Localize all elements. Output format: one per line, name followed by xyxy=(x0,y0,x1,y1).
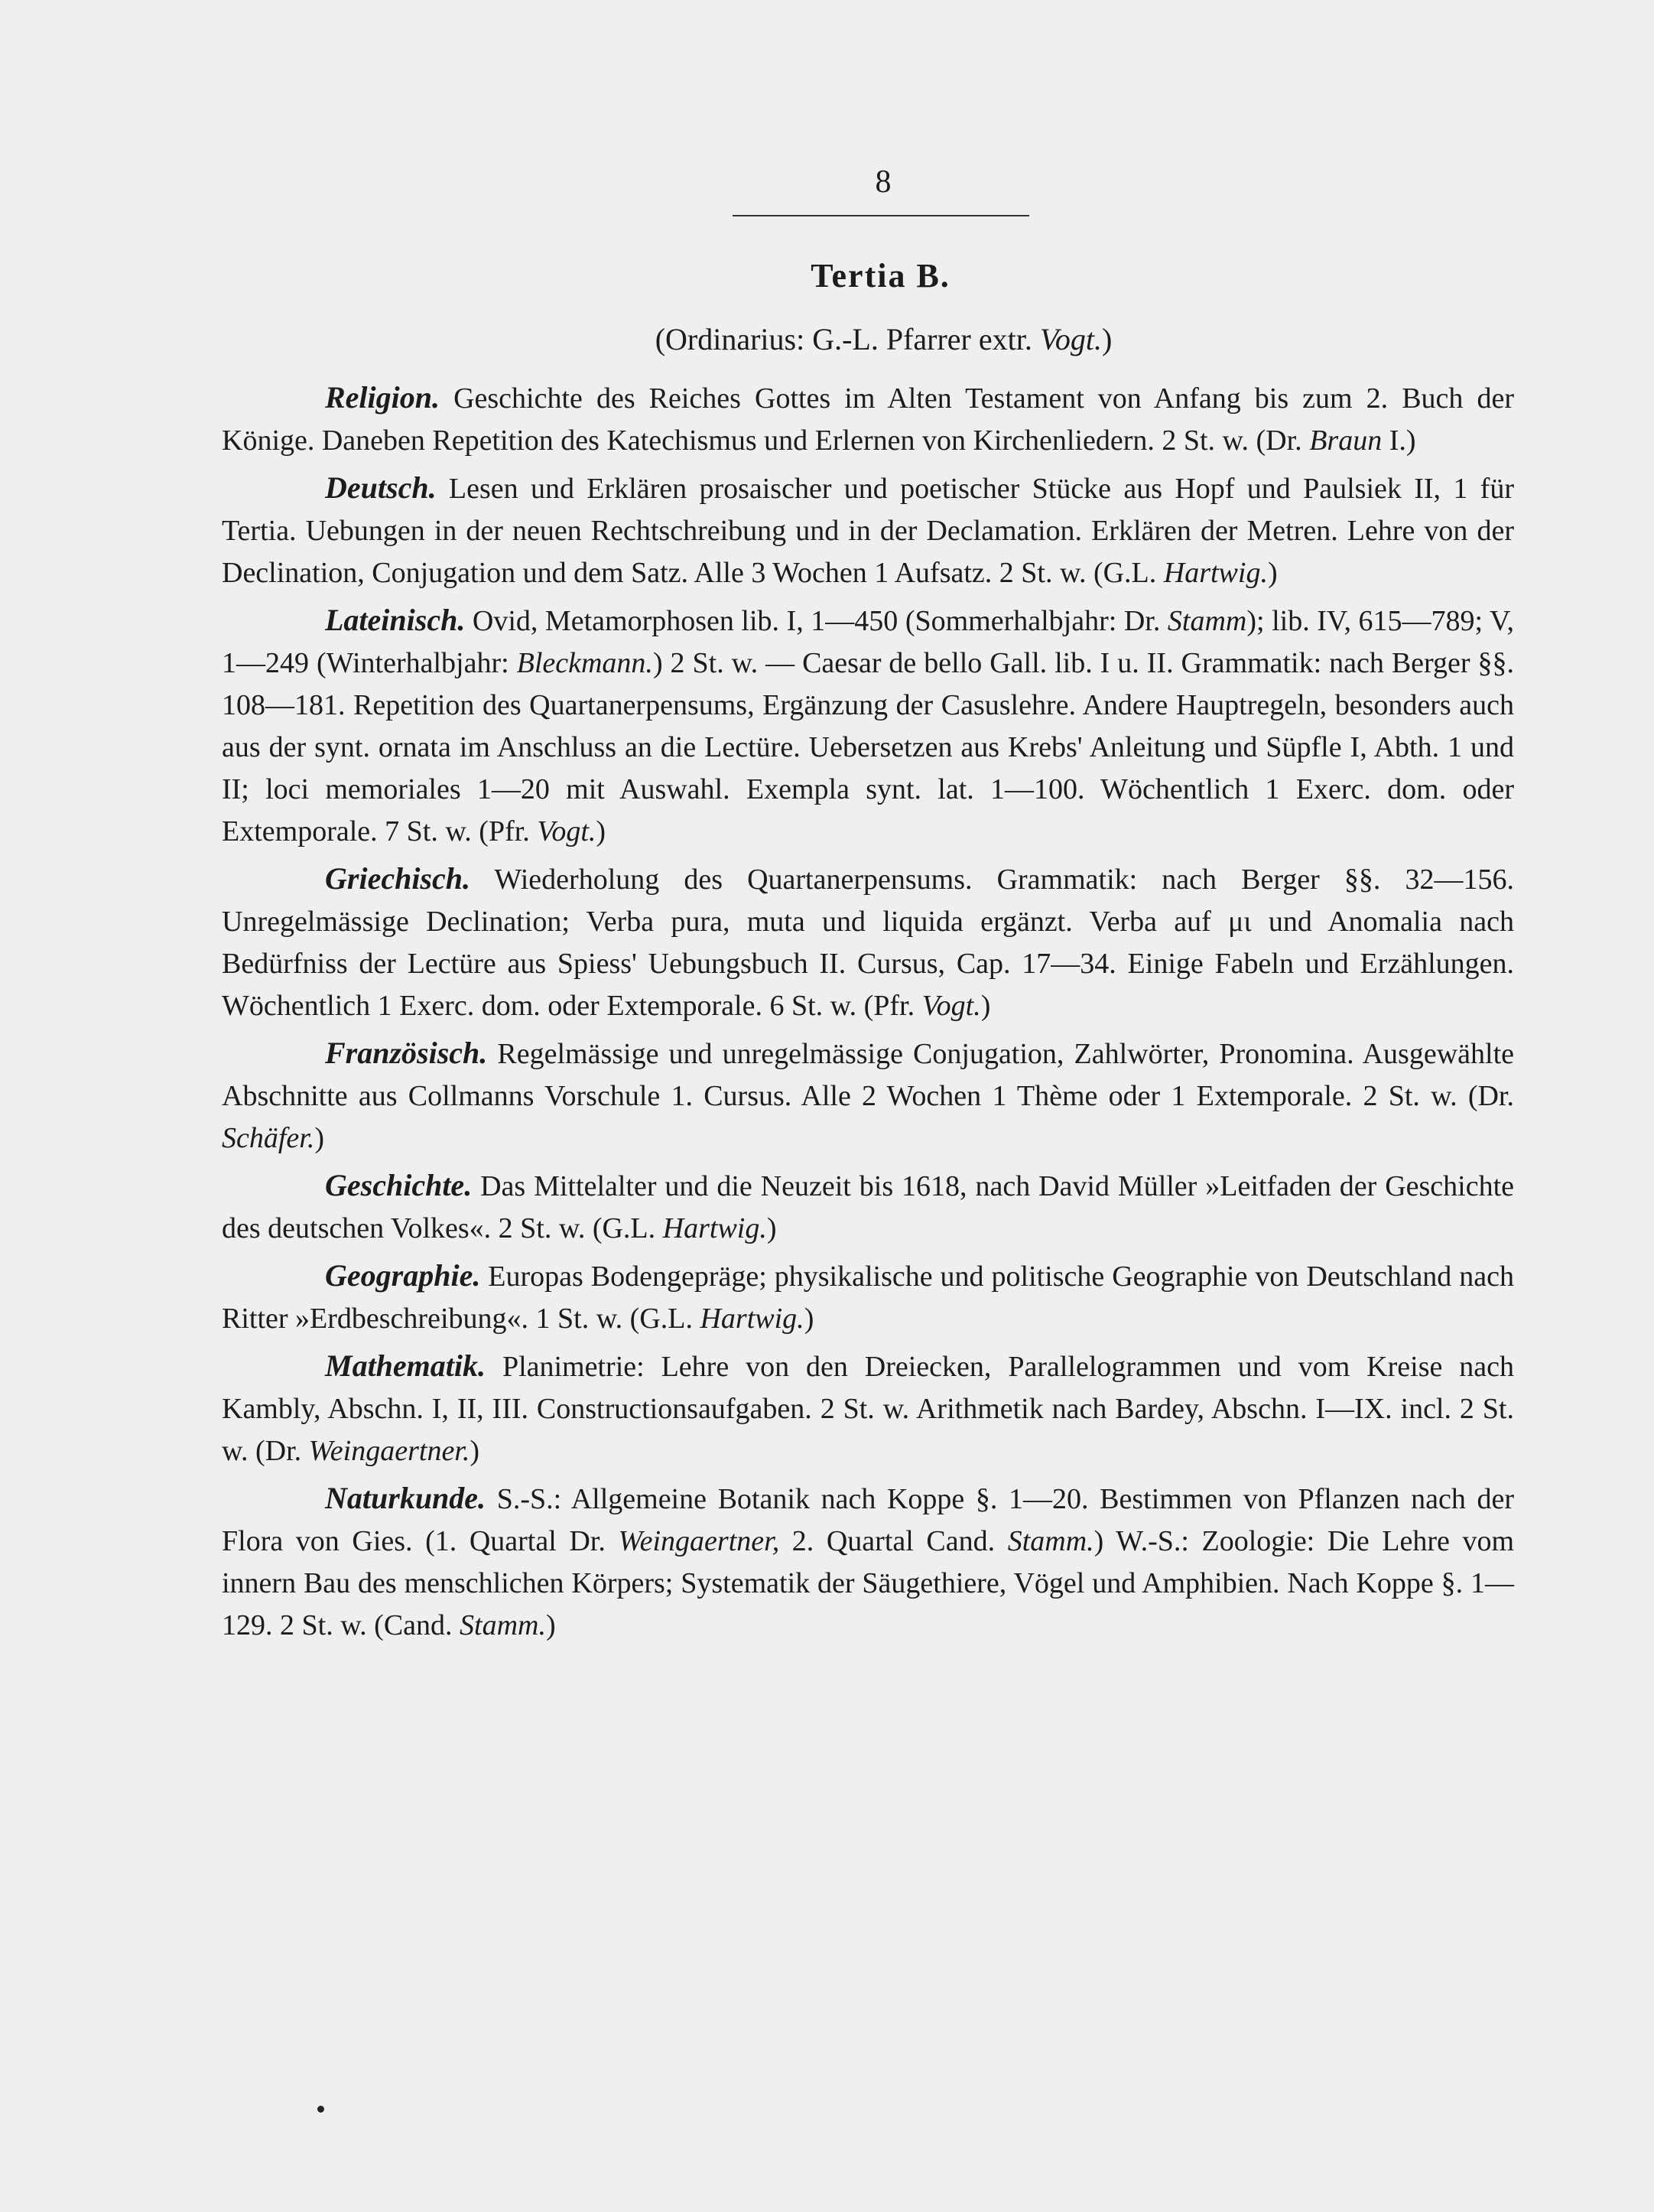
section-text: ) xyxy=(1267,557,1278,589)
subject-title: Mathematik. xyxy=(325,1348,486,1383)
section-text: ) xyxy=(546,1609,556,1641)
subject-title: Geographie. xyxy=(325,1258,481,1293)
section-text: S.-S.: Allgemeine Botanik nach Koppe §. 1—20. Bestimmen von Pflanzen nach der Flora von Gies. (1. Quartal Dr. xyxy=(222,1483,1514,1557)
subject-title: Griechisch. xyxy=(325,861,470,896)
page-number: 8 xyxy=(875,164,892,200)
section-text: ) xyxy=(596,815,606,847)
teacher-name: Hartwig. xyxy=(1163,557,1268,589)
subject-title: Deutsch. xyxy=(325,470,437,505)
subject-title: Geschichte. xyxy=(325,1168,473,1202)
ordinarius-line xyxy=(0,321,1654,357)
section-text: ) xyxy=(980,990,991,1022)
teacher-name: Weingaertner. xyxy=(308,1435,470,1467)
section-text: Ovid, Metamorphosen lib. I, 1—450 (Sommerhalbjahr: Dr. xyxy=(465,605,1168,637)
section-text: Geschichte des Reiches Gottes im Alten Testament von Anfang bis zum 2. Buch der Könige. Daneben Repetition des Katechismus und Erlernen von Kirchenliedern. 2 St. w. (Dr. xyxy=(222,382,1514,457)
ordinarius-close: ) xyxy=(1101,322,1113,356)
section-text: Regelmässige und unregelmässige Conjugation, Zahlwörter, Pronomina. Ausgewählte Abschnitte aus Collmanns Vorschule 1. Cursus. Alle 2 Wochen 1 Thème oder 1 Extemporale. 2 St. w. (Dr. xyxy=(222,1038,1514,1112)
teacher-name: Schäfer. xyxy=(222,1122,315,1154)
section-naturkunde xyxy=(222,1477,1514,1647)
section-geschichte xyxy=(222,1164,1514,1250)
teacher-name: Braun xyxy=(1309,425,1383,457)
section-mathematik xyxy=(222,1345,1514,1472)
class-heading: Tertia B. xyxy=(811,257,950,294)
section-text: ) xyxy=(766,1212,777,1244)
section-text: Wiederholung des Quartanerpensums. Grammatik: nach Berger §§. 32—156. Unregelmässige Declination; Verba pura, muta und liquida ergänzt. Verba auf μι und Anomalia nach Bedürfniss der Lectüre aus Spiess' Uebungsbuch II. Cursus, Cap. 17—34. Einige Fabeln und Erzählungen. Wöchentlich 1 Exerc. dom. oder Extemporale. 6 St. w. (Pfr. xyxy=(222,864,1514,1022)
section-religion xyxy=(222,376,1514,462)
ordinarius-text: (Ordinarius: G.-L. Pfarrer extr. xyxy=(655,322,1040,356)
section-text: Europas Bodengepräge; physikalische und politische Geographie von Deutschland nach Ritter »Erdbeschreibung«. 1 St. w. (G.L. xyxy=(222,1261,1514,1335)
section-text: ) W.-S.: Zoologie: Die Lehre vom innern Bau des menschlichen Körpers; Systematik der Säugethiere, Vögel und Amphibien. Nach Koppe §. 1—129. 2 St. w. (Cand. xyxy=(222,1525,1515,1641)
section-text: ) xyxy=(314,1122,325,1154)
section-text: Planimetrie: Lehre von den Dreiecken, Parallelogrammen und vom Kreise nach Kambly, Abschn. I, II, III. Constructionsaufgaben. 2 St. w. Arithmetik nach Bardey, Abschn. I—IX. incl. 2 St. w. (Dr. xyxy=(222,1351,1514,1467)
section-text: Lesen und Erklären prosaischer und poetischer Stücke aus Hopf und Paulsiek II, 1 für Tertia. Uebungen in der neuen Rechtschreibung und in der Declamation. Erklären der Metren. Lehre von der Declination, Conjugation und dem Satz. Alle 3 Wochen 1 Aufsatz. 2 St. w. (G.L. xyxy=(222,473,1514,589)
section-text: Das Mittelalter und die Neuzeit bis 1618, nach David Müller »Leitfaden der Geschichte des deutschen Volkes«. 2 St. w. (G.L. xyxy=(222,1170,1514,1244)
ink-dot xyxy=(317,2106,324,2113)
section-text: ) xyxy=(470,1435,480,1467)
section-text: 2. Quartal Cand. xyxy=(779,1525,1008,1557)
teacher-name: Bleckmann. xyxy=(516,647,653,679)
teacher-name: Stamm. xyxy=(460,1609,546,1641)
teacher-name: Vogt. xyxy=(921,990,981,1022)
section-griechisch xyxy=(222,857,1514,1027)
section-text: ) 2 St. w. — Caesar de bello Gall. lib. I u. II. Grammatik: nach Berger §§. 108—181. Repetition des Quartanerpensums, Ergänzung der Casuslehre. Andere Hauptregeln, besonders auch aus der synt. ornata im Anschluss an die Lectüre. Uebersetzen aus Krebs' Anleitung und Süpfle I, Abth. 1 und II; loci memoriales 1—20 mit Auswahl. Exempla synt. lat. 1—100. Wöchentlich 1 Exerc. dom. oder Extemporale. 7 St. w. (Pfr. xyxy=(222,647,1514,847)
subject-title: Französisch. xyxy=(325,1036,488,1070)
section-franzoesisch xyxy=(222,1032,1514,1160)
section-lateinisch xyxy=(222,599,1514,853)
section-geographie xyxy=(222,1254,1514,1340)
teacher-name: Stamm. xyxy=(1007,1525,1094,1557)
header-rule xyxy=(733,215,1029,216)
teacher-name: Weingaertner, xyxy=(618,1525,780,1557)
subject-title: Naturkunde. xyxy=(325,1481,486,1515)
teacher-name: Hartwig. xyxy=(700,1303,804,1335)
curriculum-body xyxy=(222,376,1514,1651)
section-deutsch xyxy=(222,467,1514,594)
subject-title: Lateinisch. xyxy=(325,603,466,637)
section-text: ); lib. IV, 615—789; V, 1—249 (Winterhalbjahr: xyxy=(222,605,1514,679)
subject-title: Religion. xyxy=(325,380,440,415)
ordinarius-name: Vogt. xyxy=(1039,322,1102,356)
section-text: I.) xyxy=(1382,425,1416,457)
teacher-name: Hartwig. xyxy=(662,1212,767,1244)
section-text: ) xyxy=(804,1303,814,1335)
teacher-name: Vogt. xyxy=(537,815,596,847)
teacher-name: Stamm xyxy=(1167,605,1247,637)
